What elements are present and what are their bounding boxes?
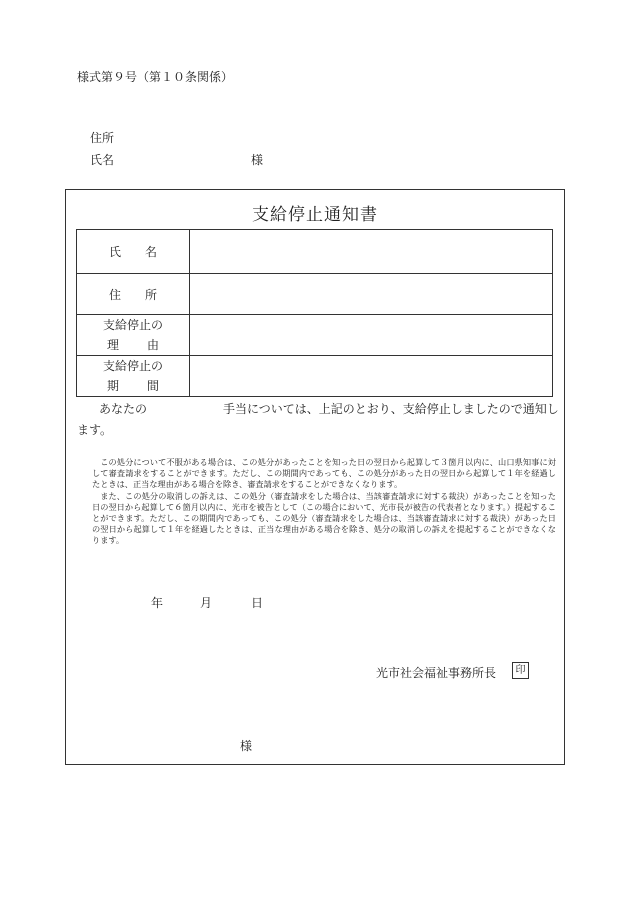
row-label-reason-line1: 支給停止の xyxy=(102,318,163,332)
honorific-top: 様 xyxy=(251,153,264,167)
date-year: 年 xyxy=(151,596,164,610)
appeal-notice-para2: また、この処分の取消しの訴えは、この処分（審査請求をした場合は、当該審査請求に対する裁決）があったことを知った日の翌日から起算して６箇月以内に、光市を被告として（この場合において、光市長が被告の代表者となります。）提起することができます。ただし、この期間内であっても、この処分（審査請求をした場合は、当該審査請求に対する裁決）があった日の翌日から起算して１年を経過したときは、正当な理由がある場合を除き、処分の取消しの訴えを提起することができなくなります。 xyxy=(92,490,556,546)
appeal-notice xyxy=(92,457,556,547)
table-row xyxy=(77,274,553,315)
name-label: 氏名 xyxy=(90,153,115,167)
row-value-address xyxy=(190,274,553,315)
row-value-name xyxy=(190,230,553,274)
issuer-name: 光市社会福祉事務所長 xyxy=(376,666,497,680)
table-row xyxy=(77,230,553,274)
honorific-bottom: 様 xyxy=(240,739,253,753)
notification-prefix: あなたの xyxy=(99,402,148,416)
table-row xyxy=(77,315,553,356)
row-label-name: 氏 名 xyxy=(77,230,190,274)
row-label-period xyxy=(77,356,190,397)
row-value-reason xyxy=(190,315,553,356)
info-table xyxy=(76,229,553,397)
row-label-reason xyxy=(77,315,190,356)
row-label-address: 住 所 xyxy=(77,274,190,315)
table-row xyxy=(77,356,553,397)
document-title: 支給停止通知書 xyxy=(252,205,378,225)
row-value-period xyxy=(190,356,553,397)
address-label: 住所 xyxy=(90,131,115,145)
date-month: 月 xyxy=(200,596,213,610)
seal-icon: 印 xyxy=(512,662,529,679)
notification-end: ます。 xyxy=(77,423,113,437)
appeal-notice-para1: この処分について不服がある場合は、この処分があったことを知った日の翌日から起算して３箇月以内に、山口県知事に対して審査請求をすることができます。ただし、この期間内であっても、この処分があった日の翌日から起算して１年を経過したときは、正当な理由がある場合を除き、審査請求をすることができなくなります。 xyxy=(92,457,556,490)
row-label-reason-line2: 理由 xyxy=(106,338,187,352)
form-number: 様式第９号（第１０条関係） xyxy=(77,70,234,84)
notification-main: 手当については、上記のとおり、支給停止しましたので通知し xyxy=(223,402,559,416)
row-label-period-line2: 期間 xyxy=(106,379,187,393)
date-day: 日 xyxy=(251,596,264,610)
row-label-period-line1: 支給停止の xyxy=(102,359,163,373)
